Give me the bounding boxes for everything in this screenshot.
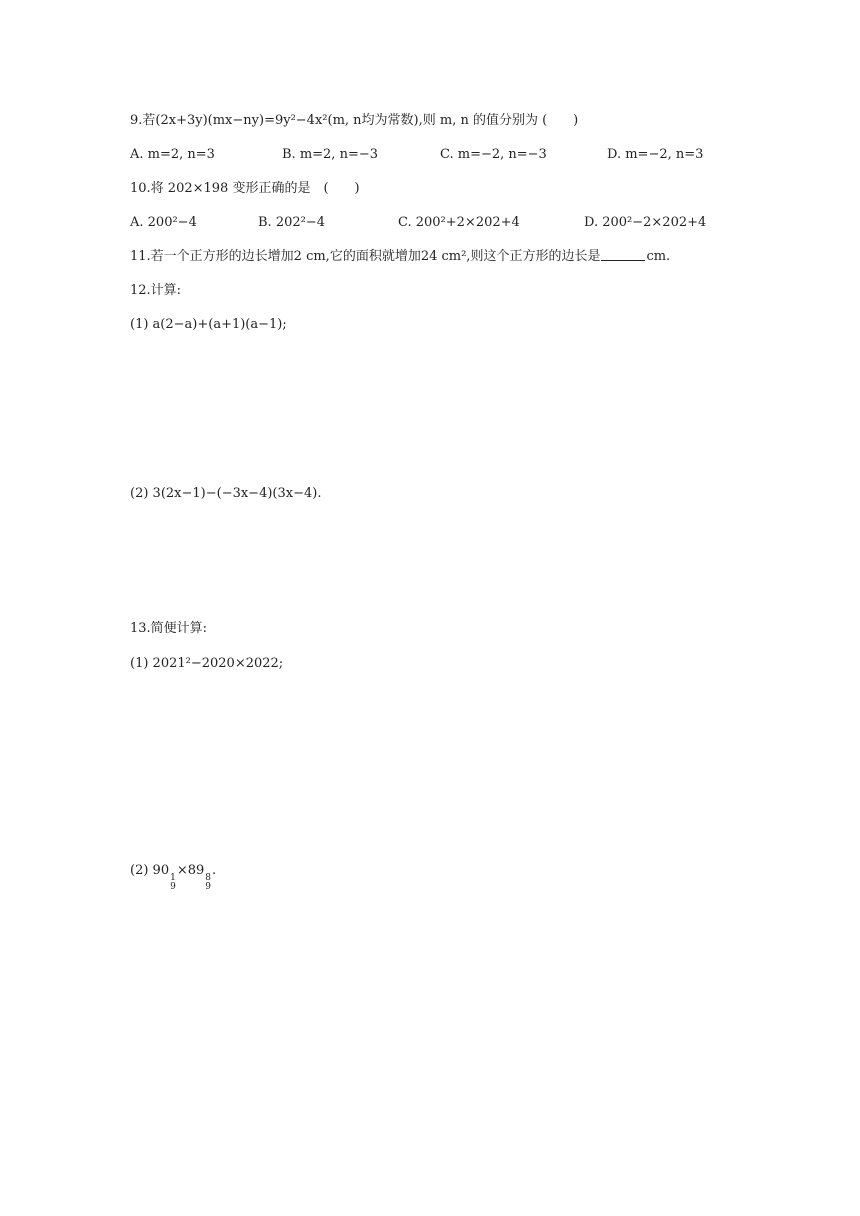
fraction-denominator: 9 (205, 882, 211, 892)
question-9-option-a: A. m=2, n=3 (130, 147, 215, 162)
question-10-option-c: C. 200²+2×202+4 (398, 215, 520, 230)
question-12-part-1: (1) a(2−a)+(a+1)(a−1); (130, 317, 287, 332)
question-9-option-b: B. m=2, n=−3 (282, 147, 379, 162)
question-13-part-2-times: ×89 (176, 863, 205, 878)
question-11-unit: cm. (646, 249, 671, 264)
question-12-title: 12.计算: (130, 283, 182, 298)
question-12-part-2: (2) 3(2x−1)−(−3x−4)(3x−4). (130, 486, 322, 501)
question-13-title: 13.简便计算: (130, 621, 208, 636)
question-13-part-2-suffix: . (212, 863, 217, 878)
fraction-one-ninth (170, 874, 176, 892)
fraction-numerator: 1 (170, 873, 176, 883)
question-10-stem: 10.将 202×198 变形正确的是 ( ) (130, 181, 360, 196)
question-11-stem: 11.若一个正方形的边长增加2 cm,它的面积就增加24 cm²,则这个正方形的边长是 (130, 249, 601, 264)
question-11 (130, 248, 670, 266)
fraction-eight-ninths (205, 874, 211, 892)
question-13-part-2 (130, 862, 216, 892)
answer-blank[interactable] (601, 248, 645, 261)
fraction-numerator: 8 (205, 873, 211, 883)
question-9-option-d: D. m=−2, n=3 (607, 147, 704, 162)
question-10-option-d: D. 200²−2×202+4 (584, 215, 707, 230)
question-9-option-c: C. m=−2, n=−3 (440, 147, 547, 162)
question-10-option-b: B. 202²−4 (258, 215, 326, 230)
question-10-option-a: A. 200²−4 (130, 215, 197, 230)
question-9-stem: 9.若(2x+3y)(mx−ny)=9y²−4x²(m, n均为常数),则 m, n 的值分别为 ( ) (130, 113, 579, 128)
question-13-part-2-prefix: (2) 90 (130, 863, 170, 878)
question-13-part-1: (1) 2021²−2020×2022; (130, 656, 284, 671)
fraction-denominator: 9 (170, 882, 176, 892)
